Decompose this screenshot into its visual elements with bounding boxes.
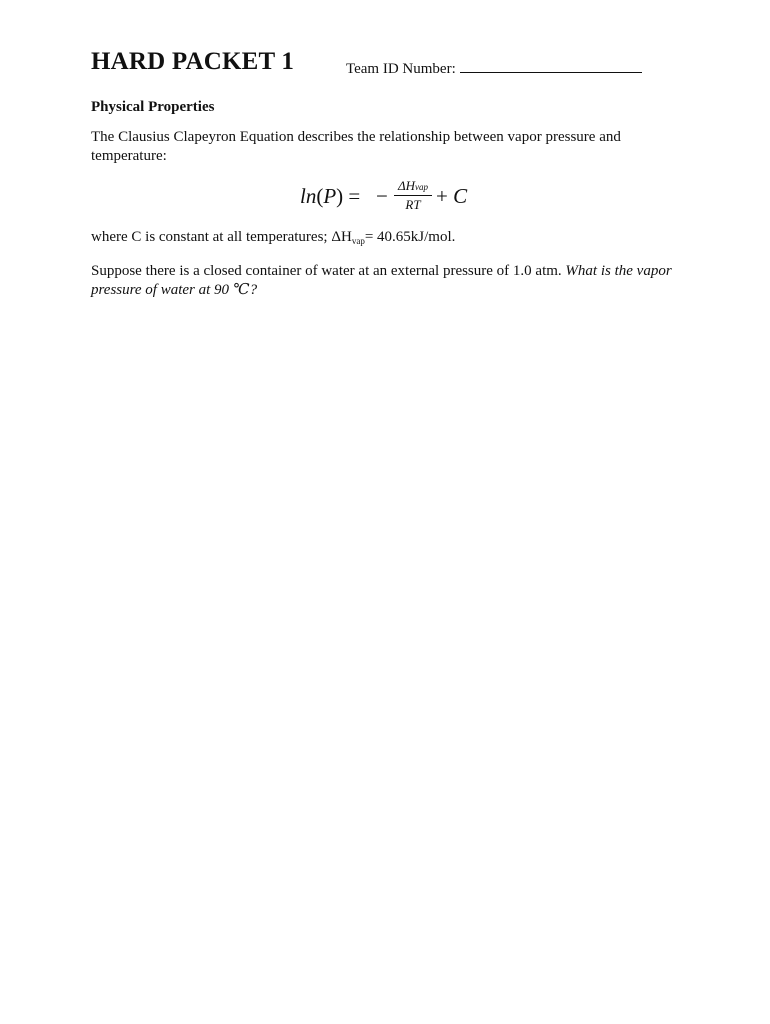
constant-note (91, 228, 691, 251)
equation-close-paren: ) (336, 184, 344, 208)
intro-paragraph: The Clausius Clapeyron Equation describes the relationship between vapor pressure and temperature: (91, 129, 621, 164)
equation-lhs (300, 184, 360, 209)
page-header (91, 48, 691, 82)
team-id-label: Team ID Number: (346, 61, 456, 77)
question-statement: Suppose there is a closed container of water at an external pressure of 1.0 atm. (91, 263, 562, 279)
equation-numerator-sub: vap (415, 182, 429, 192)
equation-p: P (323, 184, 337, 208)
team-id-field[interactable] (346, 58, 642, 78)
equation-plus-c (436, 184, 467, 209)
clausius-clapeyron-equation (300, 176, 500, 220)
packet-title: HARD PACKET 1 (91, 48, 295, 75)
question-prompt: What is the vapor pressure of water at 90 ℃? (91, 263, 672, 298)
section-heading: Physical Properties (91, 99, 215, 115)
equation-equals: = (348, 184, 361, 208)
note-prefix: where C is constant at all temperatures; ΔH (91, 229, 352, 245)
equation-delta-h: ΔH (397, 178, 416, 193)
equation-minus: − (376, 184, 388, 208)
question-paragraph (91, 262, 691, 300)
equation-plus: + (436, 184, 448, 208)
team-id-blank-line[interactable] (460, 58, 642, 73)
note-sub: vap (351, 236, 365, 246)
equation-open-paren: ( (316, 184, 324, 208)
equation-denominator: RT (405, 197, 421, 212)
equation-fraction (394, 178, 432, 214)
equation-numerator (394, 178, 432, 196)
equation-ln: ln (300, 184, 317, 208)
equation-constant: C (453, 184, 468, 208)
note-suffix: = 40.65kJ/mol. (364, 229, 456, 245)
